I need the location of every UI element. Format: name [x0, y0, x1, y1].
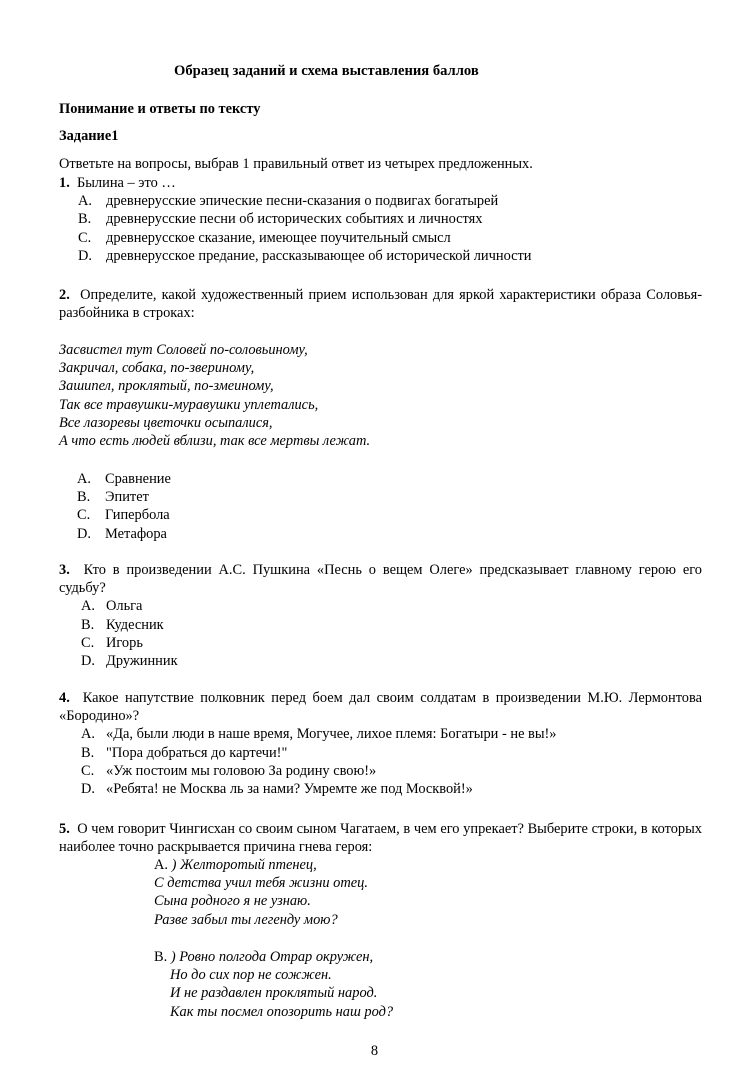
question-1: [59, 174, 702, 265]
option-d: [78, 247, 702, 265]
option-letter: D.: [78, 247, 92, 264]
poem-excerpt: [59, 341, 370, 450]
answer-options: [77, 470, 171, 543]
option-text: древнерусское сказание, имеющее поучительный смысл: [106, 229, 451, 246]
question-text: Кто в произведении А.С. Пушкина «Песнь о вещем Олеге» предсказывает главному герою его судьбу?: [59, 562, 702, 597]
poem-line: Закричал, собака, по-звериному,: [59, 360, 255, 377]
question-text: Определите, какой художественный прием использован для яркой характеристики образа Соловья-разбойника в строках:: [59, 287, 702, 322]
option-text: древнерусские песни об исторических событиях и личностях: [106, 211, 483, 228]
option-text: древнерусское предание, рассказывающее об исторической личности: [106, 247, 532, 264]
poem-line: А что есть людей вблизи, так все мертвы лежат.: [59, 433, 371, 450]
option-letter: D.: [77, 525, 91, 542]
poem-line: Засвистел тут Соловей по-соловьиному,: [59, 342, 308, 358]
page-number: 8: [370, 1043, 379, 1059]
option-a: [81, 597, 702, 615]
option-c: [78, 229, 702, 247]
option-c: [81, 762, 702, 780]
option-letter: C.: [81, 762, 95, 779]
instruction-text: Ответьте на вопросы, выбрав 1 правильный ответ из четырех предложенных.: [59, 156, 533, 172]
poem-line: Все лазоревы цветочки осыпалися,: [59, 414, 273, 431]
option-a: [81, 725, 702, 743]
option-letter: B.: [77, 489, 91, 506]
option-b: [81, 616, 702, 634]
option-d: [81, 652, 702, 670]
option-d: [77, 525, 171, 543]
option-text: Метафора: [105, 525, 167, 542]
option-text: Сравнение: [105, 471, 171, 487]
stanza-a: [154, 856, 368, 929]
option-letter: D.: [81, 653, 95, 670]
option-letter: A.: [81, 726, 95, 743]
option-text: Кудесник: [106, 616, 164, 633]
task-label: Задание1: [59, 128, 119, 144]
poem-line: Зашипел, проклятый, по-змеиному,: [59, 378, 274, 395]
option-c: [81, 634, 702, 652]
stanza-line: С детства учил тебя жизни отец.: [154, 875, 368, 892]
question-text: Былина – это …: [77, 175, 176, 191]
option-d: [81, 780, 702, 798]
option-letter: A.: [81, 598, 95, 615]
answer-options: [81, 597, 702, 670]
option-a: [78, 192, 702, 210]
stanza-line: Сына родного я не узнаю.: [154, 893, 311, 910]
question-text: Какое напутствие полковник перед боем дал своим солдатам в произведении М.Ю. Лермонтова «Бородино»?: [59, 690, 702, 725]
option-letter: B.: [78, 211, 92, 228]
page-title: Образец заданий и схема выставления баллов: [174, 63, 479, 79]
option-text: Ольга: [106, 598, 143, 615]
option-c: [77, 506, 171, 524]
option-letter: A.: [78, 193, 92, 210]
stanza-line: Но до сих пор не сожжен.: [170, 967, 332, 984]
option-text: «Ребята! не Москва ль за нами? Умремте же под Москвой!»: [106, 781, 473, 798]
question-2: [59, 286, 702, 322]
poem-line: Так все травушки-муравушки уплетались,: [59, 396, 319, 413]
stanza-line: И не раздавлен проклятый народ.: [170, 985, 378, 1002]
stanza-line: ) Желторотый птенец,: [171, 857, 317, 873]
answer-options: [81, 725, 702, 798]
question-3: [59, 561, 702, 670]
question-number: 3.: [59, 562, 70, 578]
option-letter: C.: [78, 229, 92, 246]
question-number: 2.: [59, 287, 70, 303]
stanza-b: [154, 948, 393, 1021]
option-text: «Да, были люди в наше время, Могучее, лихое племя: Богатыри - не вы!»: [106, 726, 557, 743]
option-text: Дружинник: [106, 653, 178, 670]
question-text: О чем говорит Чингисхан со своим сыном Чагатаем, в чем его упрекает? Выберите строки, в которых наиболее точно раскрывается причина гнева героя:: [59, 821, 702, 856]
option-letter: D.: [81, 781, 95, 798]
option-b: [81, 744, 702, 762]
option-b: [77, 488, 171, 506]
stanza-label: В.: [154, 949, 168, 965]
stanza-line: Разве забыл ты легенду мою?: [154, 911, 338, 928]
section-heading: Понимание и ответы по тексту: [59, 101, 261, 117]
question-number: 5.: [59, 821, 70, 837]
option-text: Игорь: [106, 634, 143, 651]
question-4: [59, 689, 702, 798]
answer-options: [78, 192, 702, 265]
option-a: [77, 470, 171, 488]
question-5: [59, 820, 702, 856]
option-text: Гипербола: [105, 507, 170, 524]
question-number: 1.: [59, 175, 70, 191]
option-letter: B.: [81, 616, 95, 633]
stanza-line: Как ты посмел опозорить наш род?: [170, 1003, 394, 1020]
stanza-label: А.: [154, 857, 168, 873]
stanza-line: ) Ровно полгода Отрар окружен,: [170, 949, 374, 965]
question-number: 4.: [59, 690, 70, 706]
option-letter: B.: [81, 744, 95, 761]
option-b: [78, 210, 702, 228]
option-letter: C.: [81, 634, 95, 651]
option-letter: C.: [77, 507, 91, 524]
option-text: древнерусские эпические песни-сказания о подвигах богатырей: [106, 193, 499, 210]
option-text: Эпитет: [105, 489, 149, 506]
option-letter: A.: [77, 471, 91, 487]
option-text: "Пора добраться до картечи!": [106, 744, 288, 761]
option-text: «Уж постоим мы головою За родину свою!»: [106, 762, 377, 779]
